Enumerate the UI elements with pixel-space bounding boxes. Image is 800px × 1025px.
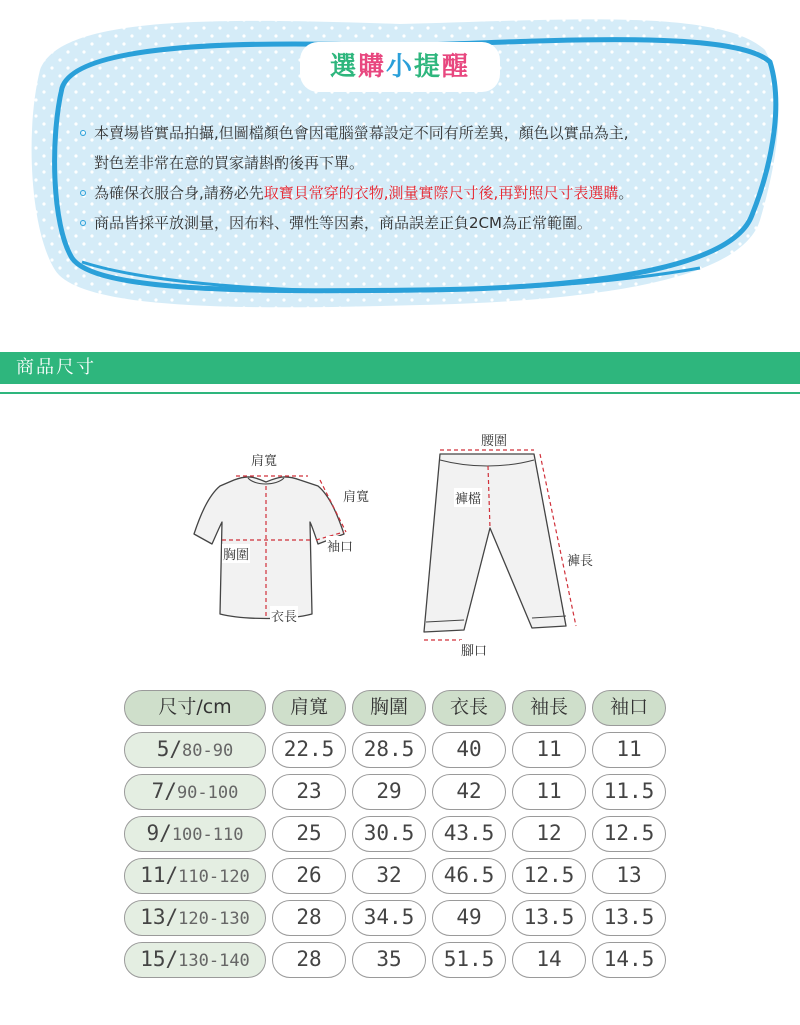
cell-chest: 35 <box>352 942 426 978</box>
cell-chest: 29 <box>352 774 426 810</box>
cell-shoulder: 22.5 <box>272 732 346 768</box>
header-sleeve-length: 袖長 <box>512 690 586 726</box>
header-length: 衣長 <box>432 690 506 726</box>
header-chest: 胸圍 <box>352 690 426 726</box>
cell-sleeve-length: 14 <box>512 942 586 978</box>
notice-text: 為確保衣服合身,請務必先 <box>94 184 264 202</box>
notice-item <box>80 178 770 208</box>
cell-size <box>124 774 266 810</box>
label-cuff: 袖口 <box>326 536 354 555</box>
pants-illustration <box>424 454 566 632</box>
notice-item-continued <box>80 148 770 178</box>
bullet-icon <box>80 220 86 226</box>
cell-shoulder: 23 <box>272 774 346 810</box>
cell-cuff: 14.5 <box>592 942 666 978</box>
label-waist: 腰圍 <box>480 430 508 449</box>
cell-chest: 32 <box>352 858 426 894</box>
header-size <box>124 690 266 726</box>
size-number: 15/ <box>140 947 179 971</box>
size-number: 7/ <box>151 779 177 803</box>
cell-size <box>124 942 266 978</box>
size-range: 80-90 <box>182 741 234 761</box>
section-title: 商品尺寸 <box>16 357 96 378</box>
cell-chest: 30.5 <box>352 816 426 852</box>
notice-list <box>80 118 770 238</box>
notice-text: 。 <box>618 184 634 202</box>
cell-shoulder: 28 <box>272 942 346 978</box>
header-size-unit: cm <box>202 696 232 718</box>
size-range: 100-110 <box>171 825 244 845</box>
cell-size <box>124 858 266 894</box>
cell-sleeve-length: 13.5 <box>512 900 586 936</box>
header-cuff: 袖口 <box>592 690 666 726</box>
cell-cuff: 12.5 <box>592 816 666 852</box>
cell-size <box>124 816 266 852</box>
cell-chest: 34.5 <box>352 900 426 936</box>
cell-sleeve-length: 11 <box>512 774 586 810</box>
cell-length: 49 <box>432 900 506 936</box>
size-range: 90-100 <box>176 783 239 803</box>
diagram-drawings <box>0 420 800 670</box>
notice-item <box>80 208 770 238</box>
cell-shoulder: 25 <box>272 816 346 852</box>
label-shoulder-width: 肩寬 <box>250 450 278 469</box>
notice-title-char: 購 <box>357 52 386 82</box>
label-hem: 腳口 <box>460 640 488 659</box>
cell-length: 43.5 <box>432 816 506 852</box>
bullet-icon <box>80 190 86 196</box>
cell-length: 51.5 <box>432 942 506 978</box>
cell-shoulder: 26 <box>272 858 346 894</box>
notice-emphasis-text: 取寶貝常穿的衣物,測量實際尺寸後,再對照尺寸表選購 <box>263 184 619 202</box>
size-range: 130-140 <box>178 951 250 971</box>
cell-length: 42 <box>432 774 506 810</box>
cell-chest: 28.5 <box>352 732 426 768</box>
notice-title <box>300 42 500 92</box>
notice-title-char: 小 <box>385 52 414 82</box>
cell-length: 46.5 <box>432 858 506 894</box>
notice-item <box>80 118 770 148</box>
notice-title-char: 選 <box>329 52 358 82</box>
notice-card <box>0 0 800 330</box>
label-crotch: 褲檔 <box>454 488 482 507</box>
cell-shoulder: 28 <box>272 900 346 936</box>
size-number: 9/ <box>146 821 172 845</box>
cell-cuff: 11.5 <box>592 774 666 810</box>
label-length: 衣長 <box>270 606 298 625</box>
measurement-diagrams <box>0 420 800 670</box>
label-chest: 胸圍 <box>222 544 250 563</box>
size-range: 120-130 <box>178 909 250 929</box>
notice-title-char: 醒 <box>442 52 471 82</box>
size-number: 5/ <box>156 737 183 761</box>
header-shoulder: 肩寬 <box>272 690 346 726</box>
section-divider <box>0 392 800 394</box>
shirt-illustration <box>194 477 344 619</box>
cell-size <box>124 900 266 936</box>
cell-sleeve-length: 11 <box>512 732 586 768</box>
size-number: 13/ <box>140 905 179 929</box>
cell-sleeve-length: 12.5 <box>512 858 586 894</box>
notice-text: 商品皆採平放測量，因布料、彈性等因素，商品誤差正負2CM為正常範圍。 <box>94 214 592 232</box>
cell-cuff: 13 <box>592 858 666 894</box>
cell-cuff: 11 <box>592 732 666 768</box>
label-shoulder-side: 肩寬 <box>342 486 370 505</box>
notice-text: 本賣場皆實品拍攝,但圖檔顏色會因電腦螢幕設定不同有所差異，顏色以實品為主, <box>94 124 629 142</box>
notice-text: 對色差非常在意的買家請斟酌後再下單。 <box>94 154 365 172</box>
size-number: 11/ <box>140 863 179 887</box>
cell-length: 40 <box>432 732 506 768</box>
header-size-label: 尺寸/ <box>158 696 203 718</box>
size-range: 110-120 <box>178 867 250 887</box>
cell-sleeve-length: 12 <box>512 816 586 852</box>
notice-title-char: 提 <box>414 52 443 82</box>
bullet-icon <box>80 130 86 136</box>
label-pants-length: 褲長 <box>566 550 594 569</box>
cell-size <box>124 732 266 768</box>
cell-cuff: 13.5 <box>592 900 666 936</box>
section-header <box>0 352 800 384</box>
